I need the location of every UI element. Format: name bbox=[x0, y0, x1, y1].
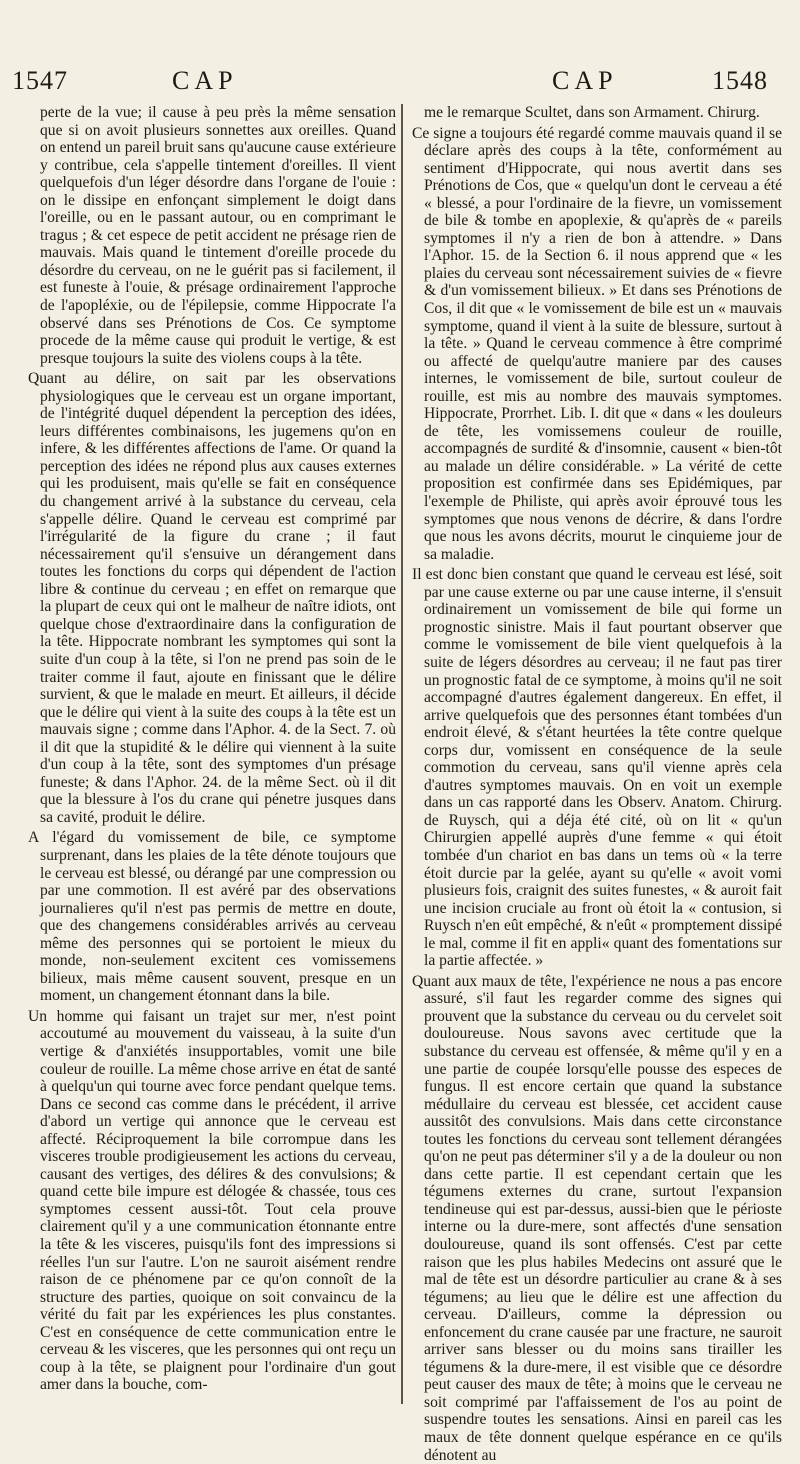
paragraph: Il est donc bien constant que quand le cerveau est lésé, soit par une cause externe ou par une cause interne, il s'ensuit ordinairement un vomissement de bile qui forme un prognostic sinistre. Mais il faut pourtant observer que comme le vomissement de bile vient quelquefois à la suite de légers désordres au cerveau; il ne faut pas tirer un prognostic fatal de ce symptome, à moins qu'il ne soit accompagné d'autres également dangereux. En effet, il arrive quelquefois que des personnes étant tombées d'un endroit élevé, & s'étant heurtées la tête contre quelque corps dur, vomissent en conséquence de la seule commotion du cerveau, sans qu'il vienne après cela d'autres symptomes mauvais. On en voit un exemple dans un cas rapporté dans les Observ. Anatom. Chirurg. de Ruysch, qui a déja été cité, où on lit « qu'un Chirurgien appellé auprès d'une femme « qui étoit tombée d'un chariot en bas dans un tems où « la terre étoit durcie par la gelée, ayant su qu'elle « avoit vomi plusieurs fois, craignit des suites funestes, « & auroit fait une incision cruciale au front où étoit la « contusion, si Ruysch n'en eût empêché, & n'eût « promptement dissipé le mal, comme il fit en appli« quant des fomentations sur la partie affectée. » bbox=[412, 566, 782, 970]
paragraph: Un homme qui faisant un trajet sur mer, n'est point accoutumé au mouvement du vaisseau, à la suite d'un vertige & d'anxiétés insupportables, vomit une bile couleur de rouille. La même chose arrive en état de santé à quelqu'un qui tourne avec force pendant quelque tems. Dans ce second cas comme dans le précédent, il arrive d'abord un vertige qui annonce que le cerveau est affecté. Réciproquement la bile corrompue dans les visceres trouble prodigieusement les actions du cerveau, causant des vertiges, des délires & des convulsions; & quand cette bile impure est délogée & chassée, tous ces symptomes cessent aussi-tôt. Tout cela prouve clairement qu'il y a une communication étonnante entre la tête & les visceres, puisqu'ils font des impressions si réelles l'un sur l'autre. L'on ne sauroit aisément rendre raison de ce phénomene par ce qu'on connoît de la structure des parties, quoique on soit convaincu de la vérité du fait par les expériences les plus constantes. C'est en conséquence de cette communication entre le cerveau & les visceres, que les personnes qui ont reçu un coup à la tête, se plaignent pour l'ordinaire d'un gout amer dans la bouche, com- bbox=[28, 1007, 396, 1394]
running-header bbox=[0, 66, 800, 106]
running-title-left: CAP bbox=[172, 66, 238, 95]
page-number-left: 1547 bbox=[12, 66, 68, 95]
text-column-left bbox=[28, 104, 396, 1409]
paragraph: A l'égard du vomissement de bile, ce symptome surprenant, dans les plaies de la tête dénote toujours que le cerveau est blessé, ou dérangé par une compression ou par une commotion. Il est avéré par des observations journalieres qu'il n'est pas permis de mettre en doute, que des changemens considérables arrivés au cerveau même des personnes qui se portoient le mieux du monde, non-seulement excitent ces vomissemens bilieux, mais même causent souvent, presque en un moment, un changement étonnant dans la bile. bbox=[28, 829, 396, 1005]
column-divider bbox=[401, 104, 403, 1404]
paragraph: Quant aux maux de tête, l'expérience ne nous a pas encore assuré, s'il faut les regarder comme des signes qui prouvent que la substance du cerveau ou du cervelet soit douloureuse. Nous savons avec certitude que la substance du cerveau est offensée, & même qu'il y en a une partie de coupée lorsqu'elle pousse des especes de fungus. Il est encore certain que quand la substance médullaire du cerveau est blessée, cet accident cause aussitôt des convulsions. Mais dans cette circonstance toutes les fonctions du cerveau sont tellement dérangées qu'on ne peut pas déterminer s'il y a de la douleur ou non dans cette partie. Il est cependant certain que les tégumens externes du crane, surtout l'expansion tendineuse qui est par-dessus, aussi-bien que le périoste interne ou la dure-mere, sont affectés d'une sensation douloureuse, quand ils sont offensés. C'est par cette raison que les plus habiles Medecins ont assuré que le mal de tête est un désordre particulier au crane & à ses tégumens; au lieu que le délire est une affection du cerveau. D'ailleurs, comme la dépression ou enfoncement du crane causée par une fracture, ne sauroit arriver sans blesser ou du moins sans tirailler les tégumens & la dure-mere, il est visible que ce désordre peut causer des maux de tête; à moins que le cerveau ne soit comprimé par l'affaissement de l'os au point de suspendre toutes les sensations. Ainsi en pareil cas les maux de tête donnent quelque espérance en ce qu'ils dénotent au bbox=[412, 972, 782, 1464]
paragraph: Ce signe a toujours été regardé comme mauvais quand il se déclare après des coups à la tête, conformément au sentiment d'Hippocrate, qui nous avertit dans ses Prénotions de Cos, que « quelqu'un dont le cerveau a été « blessé, a pour l'ordinaire de la fievre, un vomissement de bile & tombe en apoplexie, & qu'après de « pareils symptomes il n'y a rien de bon à attendre. » Dans l'Aphor. 15. de la Section 6. il nous apprend que « les plaies du cerveau sont nécessairement suivies de « fievre & d'un vomissement bilieux. » Et dans ses Prénotions de Cos, il dit que « le vomissement de bile est un « mauvais symptome, quand il vient à la suite de blessure, surtout à la tête. » Quand le cerveau commence à être comprimé ou affecté de quelqu'autre maniere par des causes internes, le vomissement de bile, surtout couleur de rouille, est mis au nombre des mauvais symptomes. Hippocrate, Prorrhet. Lib. I. dit que « dans « les douleurs de tête, les vomissemens couleur de rouille, accompagnés de surdité & d'insomnie, causent « bien-tôt au malade un délire considérable. » La vérité de cette proposition est confirmée dans ses Epidémiques, par l'exemple de Philiste, qui après avoir éprouvé tous les symptomes que nous venons de décrire, & dans l'ordre que nous les avons décrits, mourut le cinquieme jour de sa maladie. bbox=[412, 124, 782, 563]
paragraph: Quant au délire, on sait par les observations physiologiques que le cerveau est un organe important, de l'intégrité duquel dépendent la perception des idées, leurs différentes combinaisons, les jugemens qu'on en infere, & les différentes affections de l'ame. Or quand la perception des idées ne répond plus aux causes externes qui les produisent, mais qu'elle se fait en conséquence du changement arrivé à la substance du cerveau, cela s'appelle délire. Quand le cerveau est comprimé par l'irrégularité de la figure du crane ; il faut nécessairement qu'il s'ensuive un dérangement dans toutes les fonctions du corps qui dépendent de l'action libre & continue du cerveau ; en effet on remarque que la plupart de ceux qui ont le malheur de naître idiots, ont quelque chose d'extraordinaire dans la configuration de la tête. Hippocrate nombrant les symptomes qui sont la suite d'un coup à la tête, si l'on ne prend pas soin de le traiter comme il faut, ajoute en finissant que le délire survient, & que le malade en meurt. Et ailleurs, il décide que le délire qui vient à la suite des coups à la tête est un mauvais signe ; comme dans l'Aphor. 4. de la Sect. 7. où il dit que la stupidité & le délire qui viennent à la suite d'un coup à la tête, sont des symptomes d'un présage funeste; & dans l'Aphor. 24. de la même Sect. où il dit que la blessure à l'os du crane qui pénetre jusques dans sa cavité, produit le délire. bbox=[28, 370, 396, 826]
page-number-right: 1548 bbox=[712, 66, 768, 95]
paragraph: perte de la vue; il cause à peu près la même sensation que si on avoit plusieurs sonnettes aux oreilles. Quand on entend un pareil bruit sans qu'aucune cause extérieure y contribue, cela s'appelle tintement d'oreilles. Il vient quelquefois d'un léger désordre dans l'organe de l'ouie : on le dissipe en enfonçant simplement le doigt dans l'oreille, ou en le passant autour, ou en comprimant le tragus ; & cet espece de petit accident ne présage rien de mauvais. Mais quand le tintement d'oreille procede du désordre du cerveau, on ne le guérit pas si facilement, il est funeste à l'ouie, & présage ordinairement l'approche de l'apopléxie, ou de l'épilepsie, comme Hippocrate l'a observé dans ses Prénotions de Cos. Ce symptome procede de la même cause qui produit le vertige, & est presque toujours la suite des violens coups à la tête. bbox=[40, 104, 396, 367]
text-column-right bbox=[412, 104, 782, 1464]
paragraph: me le remarque Scultet, dans son Armament. Chirurg. bbox=[424, 104, 760, 121]
running-title-right: CAP bbox=[552, 66, 618, 95]
